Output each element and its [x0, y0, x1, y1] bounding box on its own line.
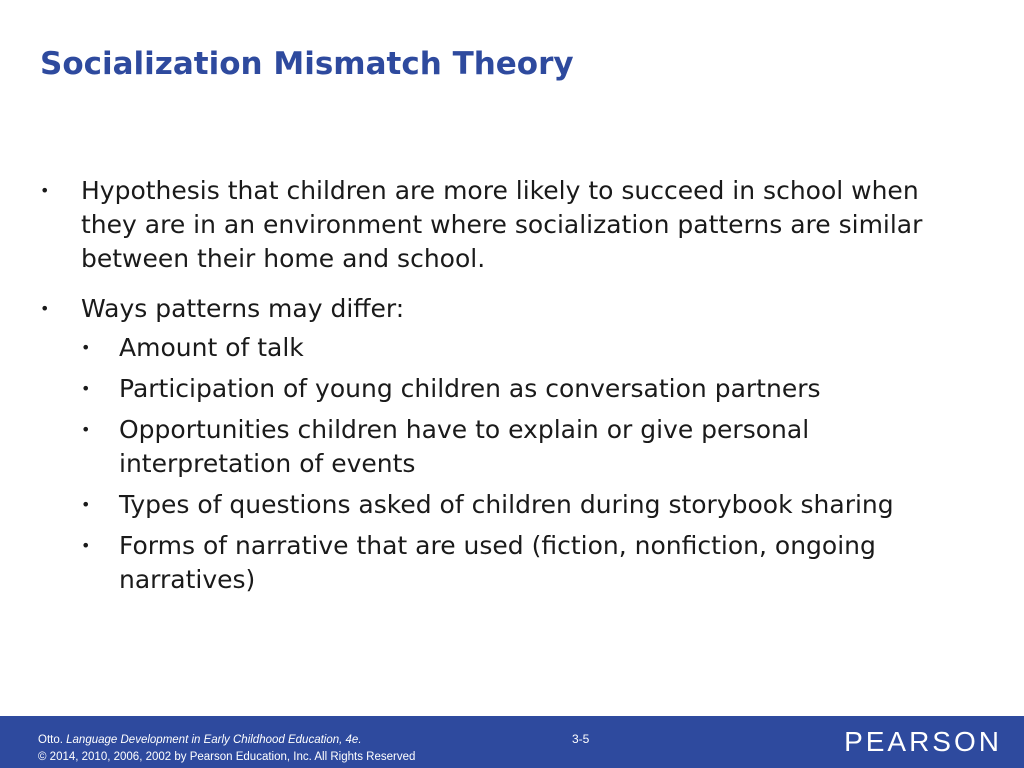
bullet-item — [40, 174, 980, 276]
sub-bullet-text: Amount of talk — [119, 333, 304, 362]
footer-bar — [0, 716, 1024, 768]
pearson-logo: PEARSON — [844, 726, 1002, 757]
sub-bullet-text: Forms of narrative that are used (fiction, nonfiction, ongoing narratives) — [119, 531, 876, 594]
citation-book: Language Development in Early Childhood Education, 4e. — [66, 734, 362, 746]
bullet-dot: • — [81, 338, 91, 357]
bullet-text: Hypothesis that children are more likely to succeed in school when they are in an environment where socialization patterns are similar between their home and school. — [81, 176, 923, 273]
sub-bullet-text: Participation of young children as conversation partners — [119, 374, 821, 403]
sub-bullet-item — [78, 413, 980, 481]
bullet-item — [40, 292, 980, 597]
sub-bullet-list — [40, 331, 980, 597]
bullet-dot: • — [81, 495, 91, 514]
page-number: 3-5 — [572, 732, 590, 746]
bullet-text: Ways patterns may differ: — [81, 294, 405, 323]
bullet-list — [40, 174, 980, 613]
citation — [38, 732, 415, 766]
slide-title: Socialization Mismatch Theory — [40, 46, 574, 82]
sub-bullet-text: Types of questions asked of children during storybook sharing — [119, 490, 894, 519]
sub-bullet-item — [78, 331, 980, 365]
sub-bullet-item — [78, 488, 980, 522]
sub-bullet-item — [78, 529, 980, 597]
copyright-text: © 2014, 2010, 2006, 2002 by Pearson Education, Inc. All Rights Reserved — [38, 751, 416, 763]
bullet-dot: • — [40, 299, 50, 318]
bullet-dot: • — [40, 181, 50, 200]
bullet-dot: • — [81, 420, 91, 439]
bullet-dot: • — [81, 536, 91, 555]
sub-bullet-text: Opportunities children have to explain or give personal interpretation of events — [119, 415, 810, 478]
sub-bullet-item — [78, 372, 980, 406]
bullet-dot: • — [81, 379, 91, 398]
citation-author: Otto. — [38, 734, 63, 746]
